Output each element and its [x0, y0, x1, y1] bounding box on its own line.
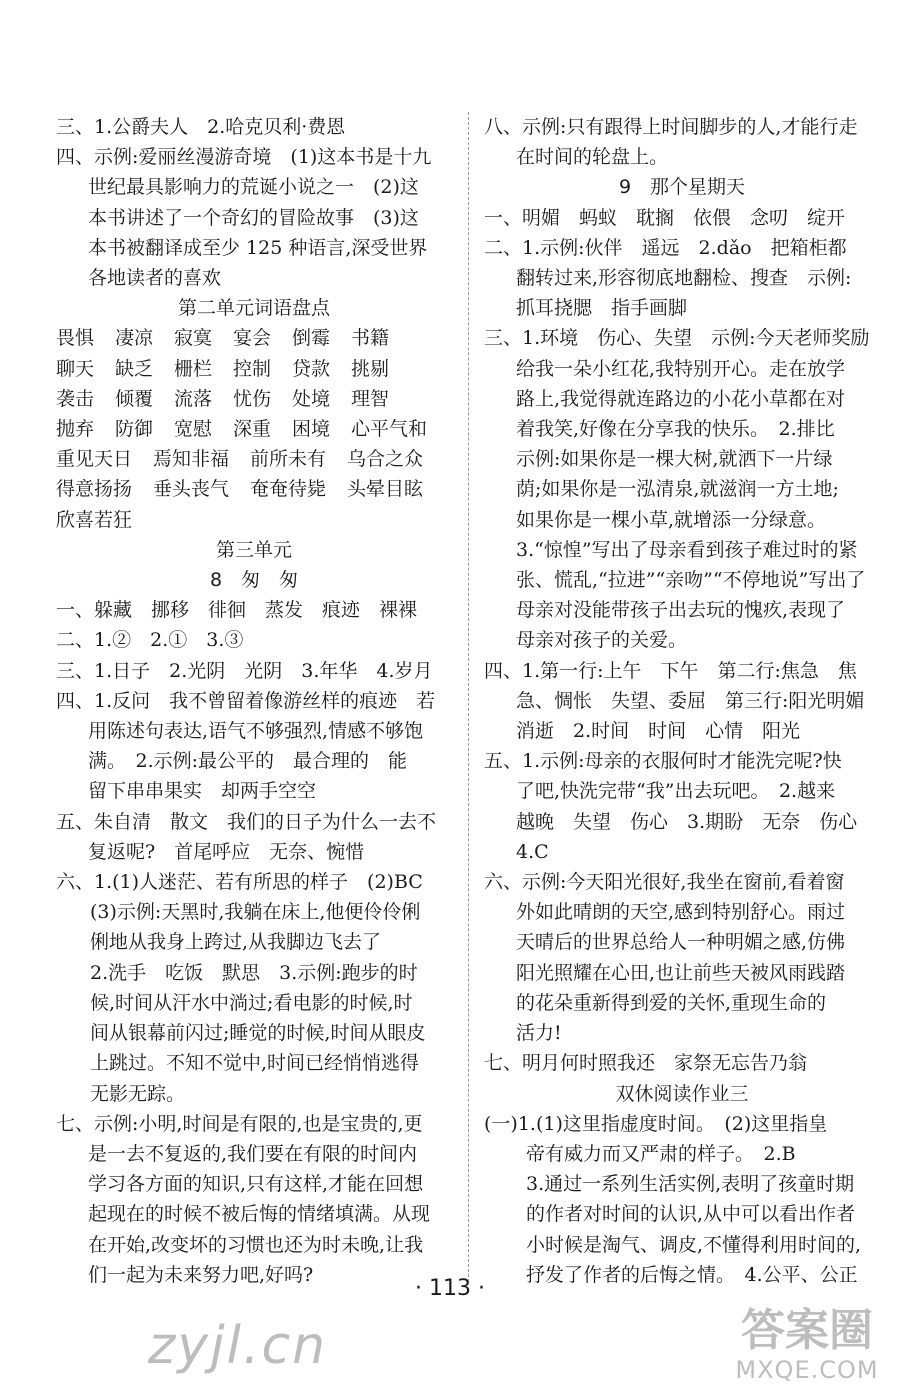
vocab-word: 困境: [292, 418, 331, 441]
text-line: 示例:如果你是一棵大树,就洒下一片绿: [516, 448, 833, 471]
text-line: 越晚 失望 伤心 3.期盼 无奈 伤心: [516, 810, 858, 833]
text-line: 留下串串果实 却两手空空: [88, 780, 317, 803]
idiom-word: 重见天日: [56, 448, 133, 471]
vocab-word: 深重: [233, 418, 272, 441]
text-line: 本书被翻译成至少 125 种语言,深受世界: [88, 236, 428, 259]
text-line: 天晴后的世界总给人一种明媚之感,仿佛: [516, 931, 846, 954]
vocab-word: 抛弃: [56, 418, 95, 441]
text-line: 在时间的轮盘上。: [516, 146, 669, 169]
idiom-row: [56, 444, 452, 474]
text-line: 间从银幕前闪过;睡觉的时候,时间从眼皮: [90, 1022, 426, 1045]
vocab-word: 流落: [174, 387, 213, 410]
vocab-word: 袭击: [56, 387, 95, 410]
idiom-word: 欣喜若狂: [56, 508, 133, 531]
vocab-word: 倒霉: [292, 327, 331, 350]
vocab-word: 理智: [351, 387, 390, 410]
watermark-right: [722, 1306, 892, 1384]
text-line: 给我一朵小红花,我特别开心。走在放学: [516, 357, 846, 380]
vocab-word: 挑剔: [351, 357, 390, 380]
text-line: 六、示例:今天阳光很好,我坐在窗前,看着窗: [484, 871, 845, 894]
text-line: 二、1.② 2.① 3.③: [56, 629, 244, 652]
text-line: 荫;如果你是一泓清泉,就滋润一方土地;: [516, 478, 839, 501]
text-line: 3.“惊惶”写出了母亲看到孩子难过时的紧: [516, 538, 858, 561]
text-line: 满。 2.示例:最公平的 最合理的 能: [88, 750, 408, 773]
watermark-right-title: 答案圈: [741, 1305, 873, 1356]
vocab-row: [56, 414, 452, 444]
text-line: 母亲对没能带孩子出去玩的愧疚,表现了: [516, 599, 846, 622]
idiom-row: [56, 505, 452, 535]
text-line: 八、示例:只有跟得上时间脚步的人,才能行走: [484, 116, 858, 138]
vocab-row: [56, 354, 452, 384]
text-line: 三、1.公爵夫人 2.哈克贝利·费恩: [56, 116, 346, 138]
text-line: 抓耳挠腮 指手画脚: [516, 297, 688, 320]
text-line: 一、躲藏 挪移 徘徊 蒸发 痕迹 裸裸: [56, 599, 418, 622]
text-line: 俐地从我身上跨过,从我脚边飞去了: [90, 931, 382, 954]
text-line: 4.C: [516, 840, 549, 863]
vocab-word: 书籍: [351, 327, 390, 350]
idiom-word: 头晕目眩: [347, 478, 424, 501]
text-line: 四、示例:爱丽丝漫游奇境 (1)这本书是十九: [56, 146, 432, 169]
watermark-left: zyjl.cn: [148, 1316, 328, 1376]
text-line: 着我笑,好像在分享我的快乐。 2.排比: [516, 418, 835, 441]
text-line: (3)示例:天黑时,我躺在床上,他便伶伶俐: [90, 901, 421, 924]
text-line: 本书讲述了一个奇幻的冒险故事 (3)这: [88, 206, 419, 229]
page-number: · 113 ·: [415, 1276, 485, 1301]
text-line: 母亲对孩子的关爱。: [516, 629, 688, 652]
left-column: [56, 112, 452, 1290]
vocab-word: 贷款: [292, 357, 331, 380]
text-line: 四、1.反问 我不曾留着像游丝样的痕迹 若: [56, 689, 436, 712]
vocab-word: 栅栏: [174, 357, 213, 380]
text-line: 无影无踪。: [90, 1082, 186, 1105]
column-divider: [468, 112, 469, 1282]
idiom-word: 乌合之众: [347, 448, 424, 471]
text-line: 各地读者的喜欢: [88, 267, 222, 290]
text-line: 候,时间从汗水中淌过;看电影的时候,时: [90, 991, 413, 1014]
vocab-word: 宴会: [233, 327, 272, 350]
vocab-word: 心平气和: [351, 418, 428, 441]
vocab-word: 宽慰: [174, 418, 213, 441]
text-line: 四、1.第一行:上午 下午 第二行:焦急 焦: [484, 659, 857, 682]
text-line: (一)1.(1)这里指虚度时间。 (2)这里指皇: [484, 1112, 828, 1135]
idiom-row: [56, 474, 452, 504]
watermark-right-url: MXQE.COM: [735, 1356, 879, 1384]
text-line: 三、1.环境 伤心、失望 示例:今天老师奖励: [484, 327, 870, 350]
vocab-word: 畏惧: [56, 327, 95, 350]
vocab-word: 缺乏: [115, 357, 154, 380]
text-line: 张、慌乱,“拉进”“亲吻”“不停地说”写出了: [516, 569, 866, 592]
text-line: 六、1.(1)人迷茫、若有所思的样子 (2)BC: [56, 871, 423, 894]
vocab-word: 寂寞: [174, 327, 213, 350]
vocab-word: 控制: [233, 357, 272, 380]
text-line: 是一去不复返的,我们要在有限的时间内: [88, 1142, 418, 1165]
vocab-word: 忧伤: [233, 387, 272, 410]
text-line: 五、朱自清 散文 我们的日子为什么一去不: [56, 810, 437, 833]
lesson-heading: 8 匆 匆: [209, 569, 299, 592]
text-line: 在开始,改变坏的习惯也还为时未晚,让我: [88, 1233, 424, 1256]
text-line: 小时候是淘气、调皮,不懂得利用时间的,: [526, 1233, 862, 1256]
text-line: 七、示例:小明,时间是有限的,也是宝贵的,更: [56, 1112, 423, 1135]
idiom-word: 焉知非福: [153, 448, 230, 471]
text-line: 七、明月何时照我还 家祭无忘告乃翁: [484, 1052, 808, 1075]
text-line: 二、1.示例:伙伴 遥远 2.dǎo 把箱柜都: [484, 236, 847, 259]
lesson-heading: 9 那个星期天: [618, 176, 746, 199]
text-line: 翻转过来,形容彻底地翻检、搜查 示例:: [516, 267, 852, 290]
text-line: 复返呢? 首尾呼应 无奈、惋惜: [88, 840, 365, 863]
text-line: 用陈述句表达,语气不够强烈,情感不够饱: [88, 720, 424, 743]
text-line: 三、1.日子 2.光阴 光阴 3.年华 4.岁月: [56, 659, 433, 682]
vocab-word: 凄凉: [115, 327, 154, 350]
text-line: 上跳过。不知不觉中,时间已经悄悄逃得: [90, 1052, 420, 1075]
vocab-word: 倾覆: [115, 387, 154, 410]
text-line: 抒发了作者的后悔之情。 4.公平、公正: [526, 1263, 858, 1286]
text-line: 的作者对时间的认识,从中可以看出作者: [526, 1203, 856, 1226]
text-line: 了吧,快洗完带“我”出去玩吧。 2.越来: [516, 780, 836, 803]
text-line: 3.通过一系列生活实例,表明了孩童时期: [526, 1173, 855, 1196]
text-line: 外如此晴朗的天空,感到特别舒心。雨过: [516, 901, 846, 924]
idiom-word: 垂头丧气: [153, 478, 230, 501]
reading-heading: 双休阅读作业三: [615, 1082, 749, 1105]
unit-heading: 第三单元: [215, 538, 292, 561]
vocab-heading: 第二单元词语盘点: [177, 297, 330, 320]
text-line: 急、惆怅 失望、委屈 第三行:阳光明媚: [516, 689, 865, 712]
text-line: 如果你是一棵小草,就增添一分绿意。: [516, 508, 827, 531]
vocab-word: 处境: [292, 387, 331, 410]
text-line: 的花朵重新得到爱的关怀,重现生命的: [516, 991, 827, 1014]
text-line: 起现在的时候不被后悔的情绪填满。从现: [88, 1203, 431, 1226]
idiom-word: 得意扬扬: [56, 478, 133, 501]
idiom-word: 前所未有: [250, 448, 327, 471]
text-line: 活力!: [516, 1022, 562, 1045]
text-line: 一、明媚 蚂蚁 耽搁 依偎 念叨 绽开: [484, 206, 846, 229]
text-line: 世纪最具影响力的荒诞小说之一 (2)这: [88, 176, 419, 199]
text-line: 们一起为未来努力吧,好吗?: [88, 1263, 314, 1286]
right-column: [484, 112, 880, 1290]
idiom-word: 奄奄待毙: [250, 478, 327, 501]
vocab-row: [56, 384, 452, 414]
text-line: 2.洗手 吃饭 默思 3.示例:跑步的时: [90, 961, 418, 984]
vocab-word: 聊天: [56, 357, 95, 380]
vocab-row: [56, 323, 452, 353]
text-line: 路上,我觉得就连路边的小花小草都在对: [516, 387, 846, 410]
text-line: 消逝 2.时间 时间 心情 阳光: [516, 720, 801, 743]
vocab-word: 防御: [115, 418, 154, 441]
text-line: 阳光照耀在心田,也让前些天被风雨践踏: [516, 961, 846, 984]
text-line: 五、1.示例:母亲的衣服何时才能洗完呢?快: [484, 750, 842, 773]
text-line: 帝有威力而又严肃的样子。 2.B: [526, 1142, 796, 1165]
text-line: 学习各方面的知识,只有这样,才能在回想: [88, 1173, 424, 1196]
